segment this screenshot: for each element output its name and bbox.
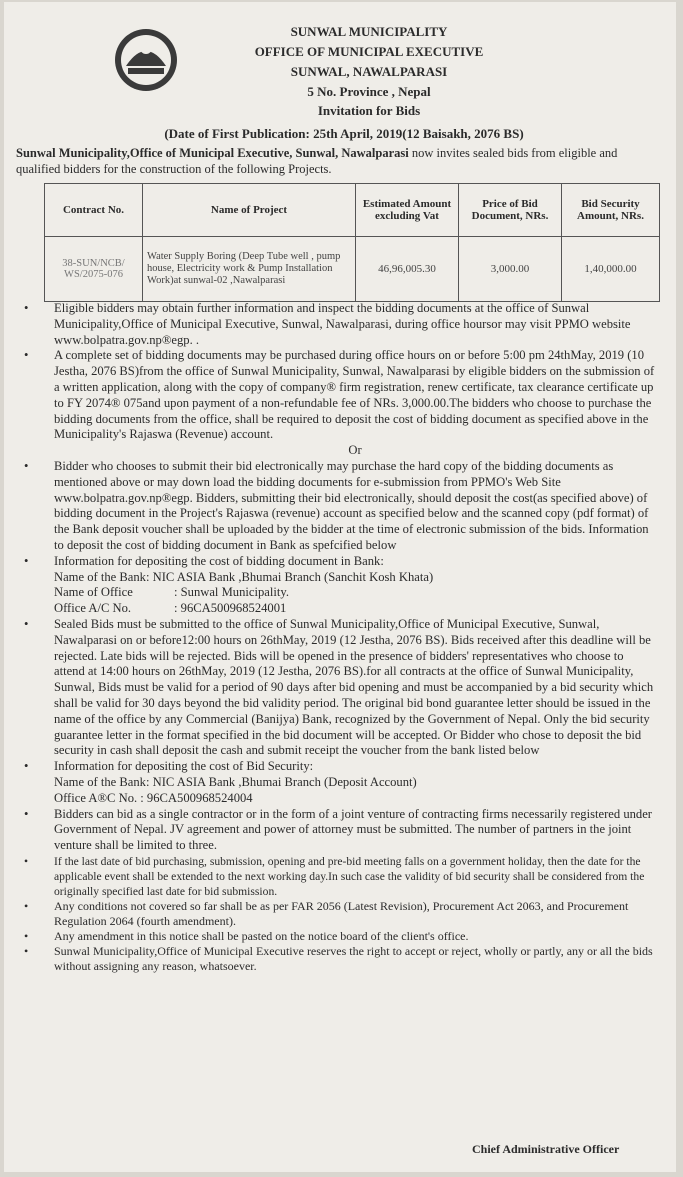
bullet-text: If the last date of bid purchasing, submission, opening and pre-bid meeting falls on a government holiday, then the date for the applicable event shall be extended to the next working day.In such case the validity of bid security shall be considered from the originally specified last date for bid submission. xyxy=(54,854,645,898)
intro-paragraph xyxy=(16,145,656,177)
bullet-icon: • xyxy=(24,806,29,821)
cell-project-name: Water Supply Boring (Deep Tube well , pump house, Electricity work & Pump Installation Work)at sunwal-02 ,Nawalparasi xyxy=(143,237,356,302)
list-item xyxy=(24,807,656,854)
bullet-icon: • xyxy=(24,616,29,631)
bullet-text: Bidder who chooses to submit their bid electronically may purchase the hard copy of the bidding documents as mentioned above or may down load the bidding documents for e-submission from PPMO's Web Site www.bolpatra.gov.np®egp. Bidders, submitting their bid electronically, should deposit the cost(as specified above) of bidding document in the Project's Rajaswa (revenue) account as specified below and the scanned copy (pdf format) of the Bank deposit voucher shall be uploaded by the bidder at the time of electronic submission of the bids. Information to deposit the cost of bidding document in Bank as spefcified below xyxy=(54,458,649,552)
col-contract-no: Contract No. xyxy=(45,184,143,237)
list-item xyxy=(24,929,656,944)
province: 5 No. Province , Nepal xyxy=(307,84,431,99)
list-item xyxy=(24,301,656,348)
cell-bid-security: 1,40,000.00 xyxy=(562,237,660,302)
account-value: : 96CA500968524001 xyxy=(174,601,287,616)
security-info-title: Information for depositing the cost of Bid Security: xyxy=(54,759,314,774)
or-text: Or xyxy=(348,443,362,458)
signature-title: Chief Administrative Officer xyxy=(472,1142,620,1156)
office-name: OFFICE OF MUNICIPAL EXECUTIVE xyxy=(254,44,484,59)
publication-date: (Date of First Publication: 25th April, 2019(12 Baisakh, 2076 BS) xyxy=(164,126,524,141)
intro-rest: now invites sealed bids from eligible and qualified bidders for the construction of the following Projects. xyxy=(16,146,618,176)
table-row xyxy=(45,237,660,302)
col-bid-security: Bid Security Amount, NRs. xyxy=(562,184,660,237)
location: SUNWAL, NAWALPARASI xyxy=(290,64,448,79)
bank-name: Name of the Bank: NIC ASIA Bank ,Bhumai Branch (Sanchit Kosh Khata) xyxy=(54,569,434,584)
security-bank-name: Name of the Bank: NIC ASIA Bank ,Bhumai Branch (Deposit Account) xyxy=(54,774,417,789)
bullet-icon: • xyxy=(24,943,29,958)
list-item xyxy=(24,944,656,974)
list-item xyxy=(24,554,656,617)
table-header-row xyxy=(45,184,660,237)
bullet-text: Eligible bidders may obtain further information and inspect the bidding documents at the office of Sunwal Municipality,Office of Municipal Executive, Sunwal, Nawalparasi, during office hoursor may visit PPMO website www.bolpatra.gov.np®egp. . xyxy=(54,301,631,347)
bullet-icon: • xyxy=(24,458,29,473)
bullet-icon: • xyxy=(24,348,29,363)
notice-paper xyxy=(4,2,676,1172)
bullet-text: Sealed Bids must be submitted to the office of Sunwal Municipality,Office of Municipal Executive, Sunwal, Nawalparasi on or before12:00 hours on 26thMay, 2019 (12 Jestha, 2076 BS). Bids received after this deadline will be rejected. Late bids will be rejected. Bids will be opened in the presence of bidders' representatives who choose to attend at 14:00 hours on 26thMay, 2019 (12 Jestha, 2076 BS).for all contracts at the office of Sunwal Municipality, Sunwal, Bids must be valid for a period of 90 days after bid opening and must be accompanied by a bid security which shall be valid for 30 days beyond the bid validity period. The original bid bond guarantee letter should be issued in the name of the office by any Commercial (Banijya) Bank, recognized by the Government of Nepal. Only the bid security guarantee letter in the format specified in the bid document will be accepted. Or Bidder who chose to deposit the bid security in cash shall deposit the cash and submit receipt the voucher from the bank listed below xyxy=(54,616,654,758)
bullet-icon: • xyxy=(24,553,29,568)
bullet-icon: • xyxy=(24,301,29,315)
notice-title: Invitation for Bids xyxy=(317,103,421,118)
bank-info-title: Information for depositing the cost of bidding document in Bank: xyxy=(54,553,384,568)
list-item xyxy=(24,617,656,759)
office-name-label: Name of Office xyxy=(54,585,133,600)
col-doc-price: Price of Bid Document, NRs. xyxy=(459,184,562,237)
list-item xyxy=(24,759,656,806)
projects-table xyxy=(44,183,660,302)
bullet-icon: • xyxy=(24,898,29,913)
list-item xyxy=(24,459,656,554)
col-project-name: Name of Project xyxy=(143,184,356,237)
org-name: SUNWAL MUNICIPALITY xyxy=(290,24,448,39)
cell-doc-price: 3,000.00 xyxy=(459,237,562,302)
bullet-icon: • xyxy=(24,854,29,868)
bullet-text: Bidders can bid as a single contractor or in the form of a joint venture of contracting firms necessarily registered under Government of Nepal. JV agreement and power of attorney must be submitted. The number of partners in the joint venture shall be limited to three. xyxy=(54,806,653,853)
account-label: Office A/C No. xyxy=(54,601,132,616)
terms-list xyxy=(24,301,656,974)
account-row xyxy=(54,601,656,617)
bullet-icon: • xyxy=(24,928,29,943)
col-estimate: Estimated Amount excluding Vat xyxy=(356,184,459,237)
bullet-text: Any amendment in this notice shall be pasted on the notice board of the client's office. xyxy=(54,928,469,943)
office-name-value: : Sunwal Municipality. xyxy=(174,585,289,600)
bullet-text: Any conditions not covered so far shall be as per FAR 2056 (Latest Revision), Procurement Act 2063, and Procurement Regulation 2064 (fourth amendment). xyxy=(54,898,629,928)
bullet-text: Sunwal Municipality,Office of Municipal Executive reserves the right to accept or reject, wholly or partly, any or all the bids without assigning any reason, whatsoever. xyxy=(54,943,653,973)
list-item xyxy=(24,899,656,929)
intro-lead: Sunwal Municipality,Office of Municipal Executive, Sunwal, Nawalparasi xyxy=(16,146,409,160)
office-name-row xyxy=(54,585,656,601)
cell-estimate: 46,96,005.30 xyxy=(356,237,459,302)
list-item xyxy=(24,854,656,899)
cell-contract-no: 38-SUN/NCB/ WS/2075-076 xyxy=(45,237,143,302)
list-item xyxy=(24,348,656,459)
security-account: Office A®C No. : 96CA500968524004 xyxy=(54,790,253,805)
bullet-icon: • xyxy=(24,759,29,774)
bullet-text: A complete set of bidding documents may be purchased during office hours on or before 5:00 pm 24thMay, 2019 (10 Jestha, 2076 BS)from the office of Sunwal Municipality, Sunwal, Nawalparasi by eligible bidders on the submission of a written application, along with the copy of company® firm registration, renew certificate, tax clearance certificate up to FY 2074® 075and upon payment of a non-refundable fee of NRs. 3,000.00.The bidders who choose to purchase the bidding documents from the office, shall be required to deposit the cost of bidding document as specified above in the Municipality's Rajaswa (Revenue) account. xyxy=(54,348,655,442)
